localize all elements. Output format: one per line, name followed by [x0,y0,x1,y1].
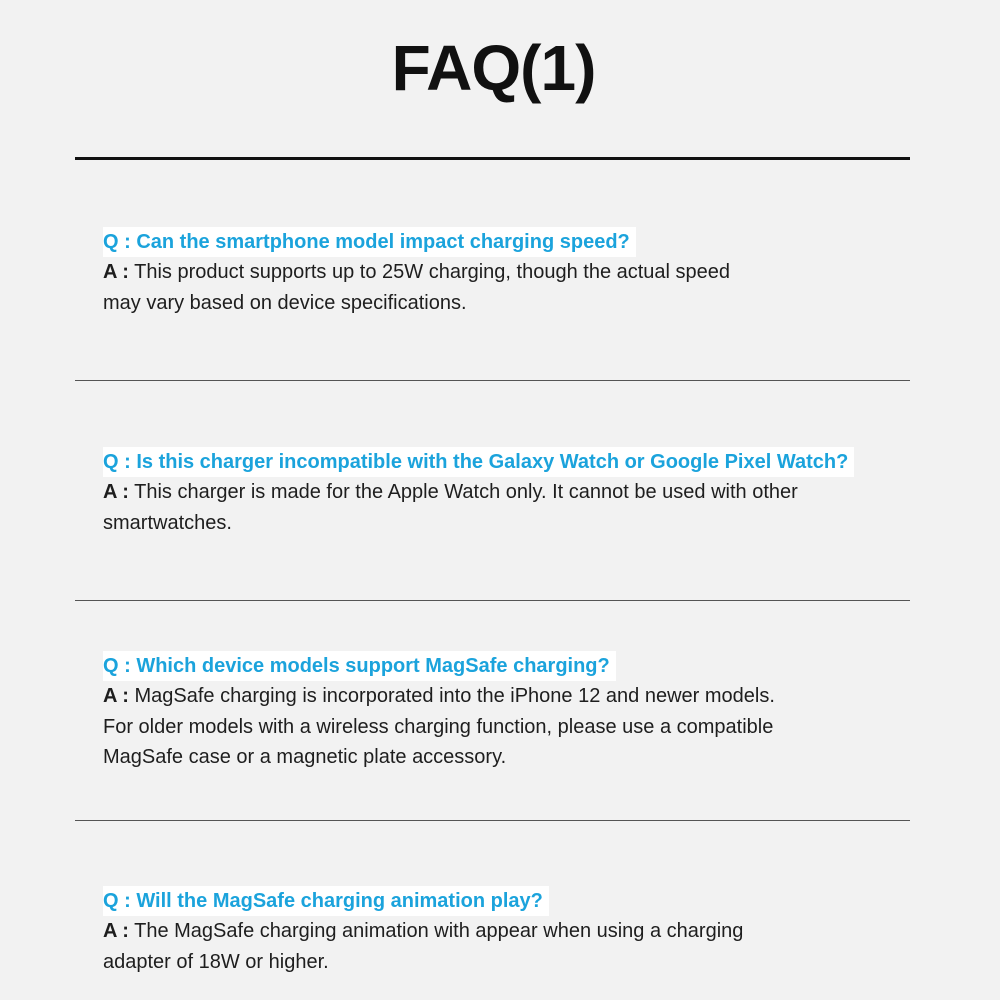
answer-text: The MagSafe charging animation with appear when using a charging adapter of 18W or higher. [103,920,744,973]
faq-divider [75,820,910,821]
page-title: FAQ(1) [391,32,596,104]
faq-item [103,886,923,977]
faq-divider [75,380,910,381]
faq-answer [103,681,923,773]
faq-question: Q : Is this charger incompatible with the Galaxy Watch or Google Pixel Watch? [103,447,854,477]
faq-question: Q : Will the MagSafe charging animation play? [103,886,549,916]
answer-text: This product supports up to 25W charging, though the actual speed may vary based on device specifications. [103,261,731,314]
title-divider [75,157,910,160]
faq-item [103,447,923,538]
faq-divider [75,600,910,601]
faq-question: Q : Can the smartphone model impact charging speed? [103,227,636,257]
answer-prefix: A : [103,481,129,503]
answer-text: MagSafe charging is incorporated into the iPhone 12 and newer models. For older models with a wireless charging function, please use a compatible MagSafe case or a magnetic plate accessory. [103,685,775,768]
answer-prefix: A : [103,261,129,283]
answer-text: This charger is made for the Apple Watch only. It cannot be used with other smartwatches. [103,481,798,534]
faq-item [103,227,923,318]
answer-prefix: A : [103,685,129,707]
faq-item [103,651,923,773]
answer-prefix: A : [103,920,129,942]
faq-answer [103,477,923,538]
faq-answer [103,916,923,977]
faq-answer [103,257,923,318]
faq-question: Q : Which device models support MagSafe charging? [103,651,616,681]
